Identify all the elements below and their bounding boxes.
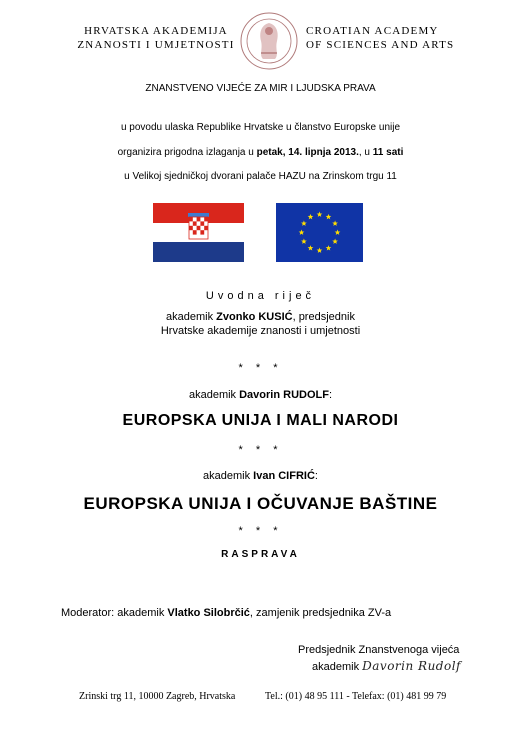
- academy-name-hr-line2: ZNANOSTI I UMJETNOSTI: [77, 39, 235, 51]
- signatory-title: Predsjednik Znanstvenoga vijeća: [298, 644, 460, 656]
- eu-flag-icon: [276, 203, 363, 262]
- signatory-prefix: akademik: [312, 661, 363, 673]
- moderator-suffix: , zamjenik predsjednika ZV-a: [249, 607, 392, 619]
- speaker1-name: Zvonko KUSIĆ: [216, 311, 293, 323]
- handwritten-signature: Davorin Rudolf: [362, 659, 461, 673]
- event-date-mid: , u: [358, 147, 373, 158]
- speaker1-affiliation: Hrvatske akademije znanosti i umjetnosti: [160, 325, 361, 337]
- speaker1-suffix: , predsjednik: [292, 311, 355, 323]
- event-date: petak, 14. lipnja 2013.: [256, 147, 359, 158]
- academy-name-en-line1: CROATIAN ACADEMY: [306, 25, 439, 37]
- speaker1-prefix: akademik: [166, 311, 217, 323]
- speaker3-prefix: akademik: [203, 470, 254, 482]
- academy-name-en-line2: OF SCIENCES AND ARTS: [306, 39, 455, 51]
- moderator-line: [61, 607, 391, 619]
- speaker2-suffix: :: [328, 389, 333, 401]
- talk2-title: EUROPSKA UNIJA I OČUVANJE BAŠTINE: [83, 494, 438, 513]
- speaker1-line: [0, 311, 521, 323]
- academy-seal-icon: [239, 11, 299, 71]
- occasion-line: u povodu ulaska Republike Hrvatske u članstvo Europske unije: [120, 122, 401, 133]
- separator-stars: * * *: [238, 525, 283, 537]
- footer-contact: Tel.: (01) 48 95 111 - Telefax: (01) 481 99 79: [265, 691, 447, 702]
- event-time: 11 sati: [372, 147, 404, 158]
- speaker3-suffix: :: [314, 470, 318, 482]
- event-date-line: [0, 147, 521, 158]
- talk1-title: EUROPSKA UNIJA I MALI NARODI: [122, 412, 399, 429]
- academy-name-hr-line1: HRVATSKA AKADEMIJA: [84, 25, 228, 37]
- moderator-prefix: Moderator: akademik: [61, 607, 168, 619]
- speaker3-line: [0, 470, 521, 482]
- speaker3-name: Ivan CIFRIĆ: [253, 470, 315, 482]
- separator-stars: * * *: [238, 362, 283, 374]
- croatian-flag-icon: [153, 203, 244, 262]
- speaker2-name: Davorin RUDOLF: [239, 389, 329, 401]
- moderator-name: Vlatko Silobrčić: [167, 607, 250, 619]
- academy-name-croatian: [72, 24, 240, 52]
- event-venue-line: u Velikoj sjedničkoj dvorani palače HAZU na Zrinskom trgu 11: [124, 171, 397, 182]
- speaker2-line: [0, 389, 521, 401]
- signatory-line: [312, 659, 461, 673]
- speaker2-prefix: akademik: [188, 389, 240, 401]
- academy-name-english: [306, 24, 456, 52]
- footer-address: Zrinski trg 11, 10000 Zagreb, Hrvatska: [79, 691, 236, 702]
- council-name: ZNANSTVENO VIJEĆE ZA MIR I LJUDSKA PRAVA: [145, 83, 376, 94]
- separator-stars: * * *: [238, 444, 283, 456]
- discussion-heading: RASPRAVA: [221, 549, 300, 560]
- opening-remarks-heading: Uvodna riječ: [205, 290, 316, 302]
- event-date-prefix: organizira prigodna izlaganja u: [117, 147, 257, 158]
